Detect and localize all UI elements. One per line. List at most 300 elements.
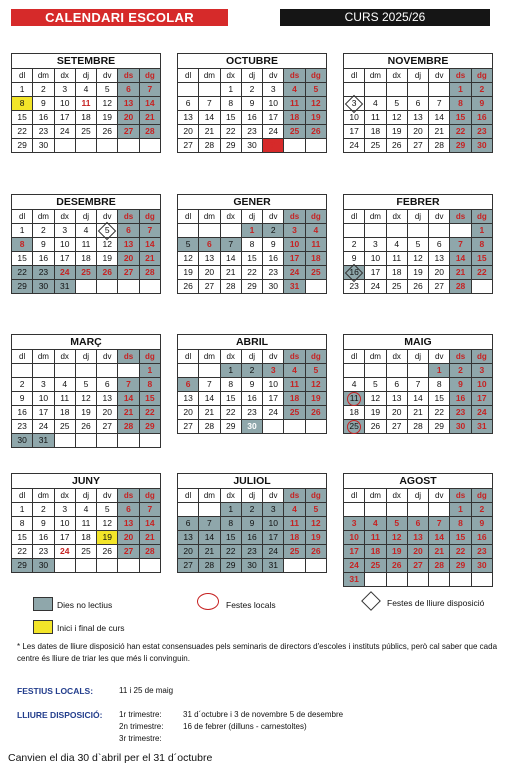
weekday-header: ds [118,69,139,83]
day-cell: 15 [12,531,33,545]
month-grid [177,209,327,294]
day-cell: 15 [450,111,471,125]
day-cell: 4 [284,503,305,517]
day-cell: 3 [33,378,54,392]
empty-cell [54,139,75,153]
weekday-header: ds [450,69,471,83]
day-cell: 21 [407,406,428,420]
empty-cell [139,139,160,153]
day-cell: 22 [220,406,241,420]
day-cell: 6 [118,83,139,97]
day-cell: 7 [139,503,160,517]
day-cell: 1 [220,364,241,378]
month-title: FEBRER [343,194,493,209]
day-cell: 21 [139,531,160,545]
trimestre-2-value: 16 de febrer (dilluns - carnestoltes) [183,722,307,731]
day-cell: 2 [471,503,492,517]
day-cell: 15 [450,531,471,545]
weekday-header: dj [241,489,262,503]
day-cell: 20 [178,406,199,420]
day-cell: 31 [263,139,284,153]
weekday-header: dj [75,489,96,503]
empty-cell [178,503,199,517]
empty-cell [365,573,386,587]
empty-cell [199,503,220,517]
empty-cell [75,559,96,573]
lliure-disposicio-label: LLIURE DISPOSICIÓ: [17,710,103,720]
day-cell: 17 [54,111,75,125]
day-cell: 11 [54,392,75,406]
day-cell: 22 [429,406,450,420]
day-cell: 27 [407,559,428,573]
day-cell: 10 [263,517,284,531]
weekday-header: dv [429,489,450,503]
day-cell: 9 [450,378,471,392]
weekday-header: dx [54,489,75,503]
day-cell: 25 [75,545,96,559]
weekday-header: dm [199,210,220,224]
day-cell: 21 [450,266,471,280]
legend-nolectiu-swatch [33,597,53,611]
day-cell: 22 [12,266,33,280]
day-cell: 23 [450,406,471,420]
empty-cell [450,573,471,587]
day-cell: 22 [12,545,33,559]
month-11 [343,473,493,587]
day-cell: 27 [407,139,428,153]
day-cell: 31 [471,420,492,434]
weekday-header: dl [344,489,365,503]
day-cell: 2 [33,83,54,97]
day-cell: 25 [344,420,365,434]
legend-diamond-icon [361,591,381,611]
empty-cell [139,280,160,294]
day-cell: 2 [450,364,471,378]
day-cell: 5 [97,224,118,238]
month-title: OCTUBRE [177,53,327,68]
day-cell: 3 [54,503,75,517]
day-cell: 6 [199,238,220,252]
day-cell: 14 [429,111,450,125]
trimestre-3-label: 3r trimestre: [119,734,162,743]
day-cell: 4 [365,517,386,531]
day-cell: 22 [471,266,492,280]
day-cell: 6 [118,224,139,238]
footer-note: Canvien el dia 30 d`abril per el 31 d´octubre [8,752,213,764]
weekday-header: dj [75,350,96,364]
day-cell: 10 [284,238,305,252]
day-cell: 8 [241,238,262,252]
weekday-header: dj [407,210,428,224]
day-cell: 9 [344,252,365,266]
day-cell: 22 [241,266,262,280]
empty-cell [97,434,118,448]
day-cell: 26 [305,545,326,559]
day-cell: 22 [12,125,33,139]
day-cell: 19 [75,406,96,420]
day-cell: 5 [305,83,326,97]
weekday-header: ds [118,350,139,364]
day-cell: 7 [199,97,220,111]
day-cell: 13 [407,111,428,125]
day-cell: 12 [386,531,407,545]
empty-cell [118,364,139,378]
day-cell: 30 [263,280,284,294]
day-cell: 16 [450,392,471,406]
day-cell: 22 [139,406,160,420]
day-cell: 4 [386,238,407,252]
day-cell: 11 [344,392,365,406]
month-grid [11,68,161,153]
day-cell: 11 [284,517,305,531]
day-cell: 5 [386,517,407,531]
weekday-header: ds [450,210,471,224]
month-title: AGOST [343,473,493,488]
day-cell: 20 [429,266,450,280]
empty-cell [344,224,365,238]
day-cell: 29 [12,139,33,153]
day-cell: 5 [365,378,386,392]
weekday-header: ds [284,489,305,503]
day-cell: 27 [429,280,450,294]
day-cell: 16 [33,111,54,125]
day-cell: 18 [75,531,96,545]
day-cell: 29 [429,420,450,434]
day-cell: 24 [344,139,365,153]
empty-cell [365,83,386,97]
day-cell: 30 [241,420,262,434]
day-cell: 16 [471,111,492,125]
empty-cell [97,139,118,153]
day-cell: 4 [75,503,96,517]
day-cell: 14 [139,97,160,111]
day-cell: 19 [407,266,428,280]
weekday-header: dm [33,69,54,83]
day-cell: 4 [284,83,305,97]
day-cell: 5 [407,238,428,252]
day-cell: 30 [241,559,262,573]
day-cell: 19 [305,111,326,125]
day-cell: 22 [450,125,471,139]
month-6 [11,334,161,448]
empty-cell [263,420,284,434]
trimestre-1-value: 31 d´octubre i 3 de novembre 5 de desembre [183,710,344,719]
month-1 [177,53,327,153]
day-cell: 20 [118,531,139,545]
day-cell: 12 [97,97,118,111]
day-cell: 9 [241,97,262,111]
day-cell: 14 [199,531,220,545]
weekday-header: dx [220,350,241,364]
day-cell: 5 [75,378,96,392]
empty-cell [33,364,54,378]
day-cell: 5 [305,503,326,517]
day-cell: 23 [471,125,492,139]
month-0 [11,53,161,153]
day-cell: 8 [429,378,450,392]
empty-cell [305,139,326,153]
day-cell: 27 [178,559,199,573]
month-grid [11,349,161,448]
note-text: * Les dates de lliure disposició han estat consensuades pels seminaris de directors d'escoles i instituts públics, però cal saber que cada centre és lliure de triar les que més li convinguin. [17,642,498,663]
day-cell: 19 [305,392,326,406]
day-cell: 17 [284,252,305,266]
empty-cell [407,224,428,238]
day-cell: 23 [12,420,33,434]
weekday-header: dg [471,210,492,224]
day-cell: 29 [241,280,262,294]
day-cell: 28 [199,559,220,573]
day-cell: 14 [199,392,220,406]
day-cell: 20 [118,252,139,266]
day-cell: 22 [220,125,241,139]
month-title: JULIOL [177,473,327,488]
day-cell: 15 [471,252,492,266]
day-cell: 7 [118,378,139,392]
weekday-header: dx [220,210,241,224]
day-cell: 18 [365,545,386,559]
weekday-header: dv [263,69,284,83]
month-3 [11,194,161,294]
day-cell: 3 [365,238,386,252]
day-cell: 19 [365,406,386,420]
day-cell: 10 [54,97,75,111]
day-cell: 15 [220,392,241,406]
day-cell: 3 [263,503,284,517]
day-cell: 8 [220,97,241,111]
day-cell: 7 [450,238,471,252]
day-cell: 3 [263,364,284,378]
month-title: SETEMBRE [11,53,161,68]
day-cell: 18 [284,531,305,545]
day-cell: 26 [97,545,118,559]
day-cell: 2 [241,364,262,378]
day-cell: 31 [284,280,305,294]
empty-cell [471,280,492,294]
day-cell: 11 [75,517,96,531]
day-cell: 27 [199,280,220,294]
day-cell: 16 [241,392,262,406]
day-cell: 22 [450,545,471,559]
day-cell: 17 [263,111,284,125]
weekday-header: dm [33,489,54,503]
day-cell: 13 [97,392,118,406]
day-cell: 4 [75,83,96,97]
empty-cell [365,224,386,238]
day-cell: 18 [365,125,386,139]
empty-cell [199,364,220,378]
empty-cell [75,364,96,378]
weekday-header: ds [118,210,139,224]
weekday-header: dx [386,489,407,503]
day-cell: 20 [407,125,428,139]
day-cell: 9 [471,97,492,111]
month-title: DESEMBRE [11,194,161,209]
day-cell: 2 [263,224,284,238]
empty-cell [12,364,33,378]
day-cell: 8 [450,517,471,531]
weekday-header: dg [471,489,492,503]
empty-cell [118,434,139,448]
empty-cell [139,559,160,573]
empty-cell [199,83,220,97]
month-10 [177,473,327,573]
trimestre-1-label: 1r trimestre: [119,710,162,719]
day-cell: 16 [344,266,365,280]
weekday-header: ds [284,210,305,224]
day-cell: 10 [344,111,365,125]
day-cell: 4 [365,97,386,111]
day-cell: 2 [33,503,54,517]
day-cell: 21 [429,125,450,139]
day-cell: 3 [284,224,305,238]
day-cell: 20 [178,125,199,139]
day-cell: 4 [284,364,305,378]
day-cell: 10 [344,531,365,545]
day-cell: 27 [386,420,407,434]
day-cell: 5 [305,364,326,378]
weekday-header: ds [450,350,471,364]
day-cell: 20 [199,266,220,280]
weekday-header: dv [263,350,284,364]
day-cell: 17 [344,125,365,139]
day-cell: 29 [220,139,241,153]
empty-cell [139,434,160,448]
weekday-header: dg [139,350,160,364]
weekday-header: dg [305,69,326,83]
day-cell: 8 [450,97,471,111]
month-grid [343,68,493,153]
day-cell: 12 [305,517,326,531]
month-grid [177,349,327,434]
day-cell: 29 [450,139,471,153]
weekday-header: dm [199,350,220,364]
day-cell: 18 [75,111,96,125]
day-cell: 26 [407,280,428,294]
day-cell: 18 [344,406,365,420]
weekday-header: ds [284,69,305,83]
day-cell: 1 [471,224,492,238]
legend-festes-locals-label: Festes locals [226,600,276,610]
day-cell: 18 [54,406,75,420]
day-cell: 3 [263,83,284,97]
day-cell: 21 [199,125,220,139]
month-grid [343,209,493,294]
day-cell: 28 [139,125,160,139]
day-cell: 12 [75,392,96,406]
weekday-header: dj [407,489,428,503]
day-cell: 31 [344,573,365,587]
month-grid [343,349,493,434]
day-cell: 11 [386,252,407,266]
month-grid [177,488,327,573]
day-cell: 16 [241,111,262,125]
day-cell: 18 [75,252,96,266]
weekday-header: dv [97,489,118,503]
day-cell: 17 [54,252,75,266]
weekday-header: dl [178,350,199,364]
weekday-header: dg [305,210,326,224]
weekday-header: dx [54,210,75,224]
day-cell: 17 [263,531,284,545]
day-cell: 11 [365,531,386,545]
day-cell: 1 [241,224,262,238]
month-title: MARÇ [11,334,161,349]
day-cell: 24 [33,420,54,434]
day-cell: 9 [471,517,492,531]
empty-cell [75,139,96,153]
day-cell: 26 [305,125,326,139]
legend-inici-label: Inici i final de curs [57,623,125,633]
day-cell: 30 [471,139,492,153]
day-cell: 18 [386,266,407,280]
day-cell: 1 [12,503,33,517]
empty-cell [284,420,305,434]
day-cell: 9 [241,517,262,531]
day-cell: 5 [97,83,118,97]
day-cell: 2 [471,83,492,97]
weekday-header: dm [365,210,386,224]
day-cell: 8 [471,238,492,252]
day-cell: 28 [407,420,428,434]
day-cell: 6 [407,517,428,531]
day-cell: 2 [344,238,365,252]
day-cell: 30 [33,559,54,573]
day-cell: 23 [33,125,54,139]
month-grid [11,488,161,573]
day-cell: 4 [305,224,326,238]
weekday-header: dj [241,69,262,83]
day-cell: 26 [97,266,118,280]
day-cell: 10 [263,378,284,392]
day-cell: 20 [97,406,118,420]
empty-cell [220,224,241,238]
day-cell: 5 [178,238,199,252]
day-cell: 25 [284,545,305,559]
month-title: MAIG [343,334,493,349]
day-cell: 13 [178,111,199,125]
day-cell: 21 [199,545,220,559]
day-cell: 6 [429,238,450,252]
weekday-header: dl [12,489,33,503]
month-title: JUNY [11,473,161,488]
weekday-header: dl [344,210,365,224]
legend-nolectiu-label: Dies no lectius [57,600,113,610]
day-cell: 6 [178,378,199,392]
day-cell: 6 [97,378,118,392]
empty-cell [386,503,407,517]
empty-cell [305,420,326,434]
weekday-header: dx [54,350,75,364]
weekday-header: dv [429,350,450,364]
weekday-header: dx [220,69,241,83]
day-cell: 10 [471,378,492,392]
weekday-header: ds [118,489,139,503]
day-cell: 16 [241,531,262,545]
empty-cell [75,280,96,294]
day-cell: 31 [263,559,284,573]
day-cell: 24 [365,280,386,294]
empty-cell [386,364,407,378]
weekday-header: dm [365,489,386,503]
weekday-header: dl [344,350,365,364]
day-cell: 30 [450,420,471,434]
day-cell: 1 [220,503,241,517]
weekday-header: dm [365,350,386,364]
day-cell: 26 [75,420,96,434]
empty-cell [471,573,492,587]
weekday-header: dg [305,350,326,364]
